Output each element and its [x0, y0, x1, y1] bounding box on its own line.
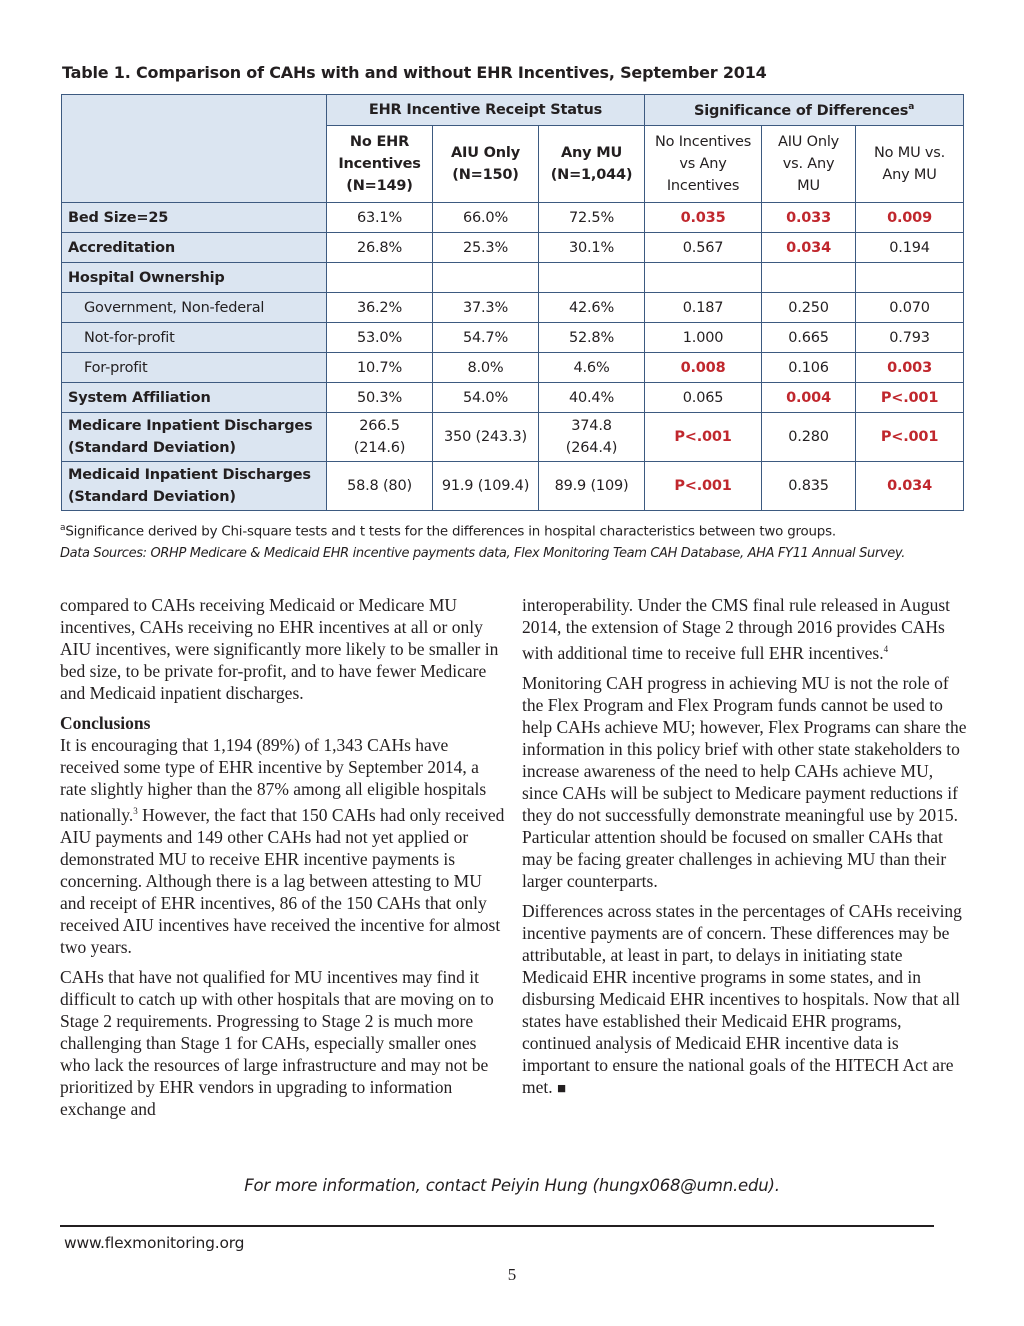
cell-aiu: 37.3% — [433, 293, 539, 323]
citation-marker: 3 — [133, 806, 138, 816]
cell-aiu: 8.0% — [433, 353, 539, 383]
row-label: Accreditation — [62, 233, 327, 263]
cell-no-ehr: 58.8 (80) — [327, 462, 433, 511]
cell-sig3: 0.793 — [856, 323, 964, 353]
cell-sig3: 0.034 — [856, 462, 964, 511]
paragraph-text: It is encouraging that 1,194 (89%) of 1,343 CAHs have received some type of EHR incentive by September 2014, a rate slightly higher than the 87% among all eligible hospitals nationally. — [60, 735, 487, 825]
table-row-accreditation — [62, 233, 964, 263]
cell-empty — [539, 263, 645, 293]
row-label — [62, 413, 327, 462]
paragraph: Monitoring CAH progress in achieving MU is not the role of the Flex Program and Flex Program funds cannot be used to help CAHs achieve MU; however, Flex Programs can share the information in this policy brief with other state stakeholders to increase awareness of the need to help CAHs achieve MU, since CAHs will be subject to Medicare payment reductions if they do not successfully demonstrate meaningful use by 2015. Particular attention should be focused on smaller CAHs that may be facing greater challenges in achieving MU than their larger counterparts. — [522, 672, 967, 891]
section-heading-conclusions: Conclusions — [60, 713, 151, 733]
page-number: 5 — [507, 1265, 517, 1284]
cell-sig1: 0.035 — [645, 203, 762, 233]
table-row-government — [62, 293, 964, 323]
col-header-aiu-line1: AIU Only — [451, 145, 520, 161]
cell-no-ehr: 10.7% — [327, 353, 433, 383]
cell-sig2: 0.033 — [762, 203, 856, 233]
col-header-mu-line1: Any MU — [560, 145, 623, 161]
col-header-aiu-line2: (N=150) — [452, 167, 519, 183]
cell-sig2: 0.004 — [762, 383, 856, 413]
table-row-for-profit — [62, 353, 964, 383]
body-column-right — [522, 594, 967, 1108]
col-header-sig1-line2: vs Any — [679, 156, 727, 172]
cell-sig2: 0.106 — [762, 353, 856, 383]
body-column-left — [60, 594, 505, 1128]
cell-empty — [856, 263, 964, 293]
cell-sig3: 0.003 — [856, 353, 964, 383]
col-header-no-ehr-line2: Incentives — [338, 156, 421, 172]
cell-empty — [327, 263, 433, 293]
cell-sig1: 1.000 — [645, 323, 762, 353]
cell-aiu: 66.0% — [433, 203, 539, 233]
cell-empty — [762, 263, 856, 293]
col-header-aiu-only — [433, 126, 539, 203]
cell-sig2: 0.280 — [762, 413, 856, 462]
cell-no-ehr: 36.2% — [327, 293, 433, 323]
paragraph — [60, 734, 505, 958]
data-sources: Data Sources: ORHP Medicare & Medicaid EHR incentive payments data, Flex Monitoring Team CAH Database, AHA FY11 Annual Survey. — [60, 546, 905, 561]
cell-aiu: 54.7% — [433, 323, 539, 353]
table-footnote — [60, 523, 836, 539]
cell-empty — [433, 263, 539, 293]
cell-sig1: 0.567 — [645, 233, 762, 263]
cell-mu: 40.4% — [539, 383, 645, 413]
paragraph-text: Differences across states in the percentages of CAHs receiving incentive payments are of concern. These differences may be attributable, at least in part, to delays in initiating state Medicaid EHR incentive programs in some states, and in disbursing Medicaid EHR incentives to hospitals. Now that all states have established their Medicaid EHR programs, continued analysis of Medicaid EHR incentive data is important to ensure the national goals of the HITECH Act are met. — [522, 900, 962, 1097]
row-label — [62, 462, 327, 511]
table-row-system-affiliation — [62, 383, 964, 413]
cell-sig2: 0.835 — [762, 462, 856, 511]
cell-sig1: P<.001 — [645, 462, 762, 511]
cell-aiu: 25.3% — [433, 233, 539, 263]
cell-no-ehr: 53.0% — [327, 323, 433, 353]
cell-line2: (264.4) — [565, 440, 618, 456]
comparison-table — [61, 94, 964, 511]
col-header-no-ehr-line3: (N=149) — [346, 178, 413, 194]
cell-sig3: 0.009 — [856, 203, 964, 233]
row-label: Government, Non-federal — [62, 293, 327, 323]
cell-mu: 42.6% — [539, 293, 645, 323]
group-header-significance-text: Significance of Differences — [693, 102, 909, 119]
cell-mu: 4.6% — [539, 353, 645, 383]
row-label-line2: (Standard Deviation) — [68, 489, 236, 505]
cell-sig1: 0.187 — [645, 293, 762, 323]
cell-sig2: 0.665 — [762, 323, 856, 353]
footnote-text: Significance derived by Chi-square tests and t tests for the differences in hospital characteristics between two groups. — [65, 524, 836, 540]
col-header-sig3-line2: Any MU — [882, 167, 937, 183]
row-label: For-profit — [62, 353, 327, 383]
col-header-sig2-line2: vs. Any — [782, 156, 835, 172]
col-header-no-ehr-line1: No EHR — [349, 134, 410, 150]
cell-sig2: 0.034 — [762, 233, 856, 263]
col-header-sig1-line1: No Incentives — [655, 134, 752, 150]
cell-mu — [539, 413, 645, 462]
significance-footnote-marker: a — [908, 101, 915, 112]
corner-cell — [62, 95, 327, 203]
citation-marker: 4 — [883, 644, 889, 654]
col-header-sig-none-vs-any — [645, 126, 762, 203]
col-header-sig2-line1: AIU Only — [778, 134, 840, 150]
table-row-not-for-profit — [62, 323, 964, 353]
row-label: System Affiliation — [62, 383, 327, 413]
col-header-any-mu — [539, 126, 645, 203]
col-header-sig-nomu-vs-mu — [856, 126, 964, 203]
cell-mu: 89.9 (109) — [539, 462, 645, 511]
cell-line1: 266.5 — [359, 418, 400, 434]
col-header-sig2-line3: MU — [797, 178, 820, 194]
footnote-marker: a — [60, 523, 66, 533]
table-row-medicaid-discharges — [62, 462, 964, 511]
paragraph — [522, 594, 967, 664]
group-header-significance — [645, 95, 964, 126]
cell-line1: 374.8 — [571, 418, 612, 434]
col-header-no-ehr — [327, 126, 433, 203]
table-row-bed-size — [62, 203, 964, 233]
row-label-line1: Medicare Inpatient Discharges — [68, 418, 313, 434]
cell-sig3: P<.001 — [856, 413, 964, 462]
cell-sig2: 0.250 — [762, 293, 856, 323]
cell-mu: 72.5% — [539, 203, 645, 233]
paragraph-text: interoperability. Under the CMS final rule released in August 2014, the extension of Stage 2 through 2016 provides CAHs with additional time to receive full EHR incentives. — [522, 595, 950, 663]
cell-aiu: 91.9 (109.4) — [433, 462, 539, 511]
row-label: Not-for-profit — [62, 323, 327, 353]
cell-sig3: 0.070 — [856, 293, 964, 323]
table-row-medicare-discharges — [62, 413, 964, 462]
table-row-ownership — [62, 263, 964, 293]
cell-no-ehr: 26.8% — [327, 233, 433, 263]
col-header-sig-aiu-vs-mu — [762, 126, 856, 203]
cell-mu: 52.8% — [539, 323, 645, 353]
paragraph — [522, 900, 967, 1100]
cell-mu: 30.1% — [539, 233, 645, 263]
cell-sig3: 0.194 — [856, 233, 964, 263]
row-label-line2: (Standard Deviation) — [68, 440, 236, 456]
contact-line: For more information, contact Peiyin Hung (hungx068@umn.edu). — [244, 1176, 780, 1195]
cell-line2: (214.6) — [353, 440, 406, 456]
paragraph: CAHs that have not qualified for MU incentives may find it difficult to catch up with other hospitals that are moving on to Stage 2 requirements. Progressing to Stage 2 is much more challenging than Stage 1 for CAHs, especially smaller ones who lack the resources of large infrastructure and may not be prioritized by EHR vendors in upgrading to information exchange and — [60, 966, 494, 1119]
cell-sig1: 0.065 — [645, 383, 762, 413]
col-header-sig1-line3: Incentives — [666, 178, 740, 194]
footer-divider — [60, 1225, 934, 1227]
cell-no-ehr: 50.3% — [327, 383, 433, 413]
cell-sig1: P<.001 — [645, 413, 762, 462]
row-label-line1: Medicaid Inpatient Discharges — [68, 467, 311, 483]
paragraph: compared to CAHs receiving Medicaid or Medicare MU incentives, CAHs receiving no EHR incentives at all or only AIU incentives, were significantly more likely to be smaller in bed size, to be private for-profit, and to have fewer Medicare and Medicaid inpatient discharges. — [60, 595, 499, 703]
cell-aiu: 350 (243.3) — [433, 413, 539, 462]
row-label: Hospital Ownership — [62, 263, 327, 293]
footer-url: www.flexmonitoring.org — [64, 1234, 245, 1252]
paragraph-text: However, the fact that 150 CAHs had only received AIU payments and 149 other CAHs had not yet applied or demonstrated MU to receive EHR incentive payments is concerning. Although there is a lag between attesting to MU and receipt of EHR incentives, 86 of the 150 CAHs that only received AIU incentives have received the incentive for almost two years. — [60, 804, 505, 957]
row-label: Bed Size=25 — [62, 203, 327, 233]
cell-no-ehr — [327, 413, 433, 462]
end-mark-icon: ■ — [557, 1080, 567, 1097]
table-title: Table 1. Comparison of CAHs with and without EHR Incentives, September 2014 — [62, 63, 767, 82]
cell-empty — [645, 263, 762, 293]
cell-sig3: P<.001 — [856, 383, 964, 413]
cell-aiu: 54.0% — [433, 383, 539, 413]
cell-no-ehr: 63.1% — [327, 203, 433, 233]
col-header-sig3-line1: No MU vs. — [874, 145, 946, 161]
col-header-mu-line2: (N=1,044) — [550, 167, 633, 183]
group-header-receipt: EHR Incentive Receipt Status — [327, 95, 645, 126]
cell-sig1: 0.008 — [645, 353, 762, 383]
